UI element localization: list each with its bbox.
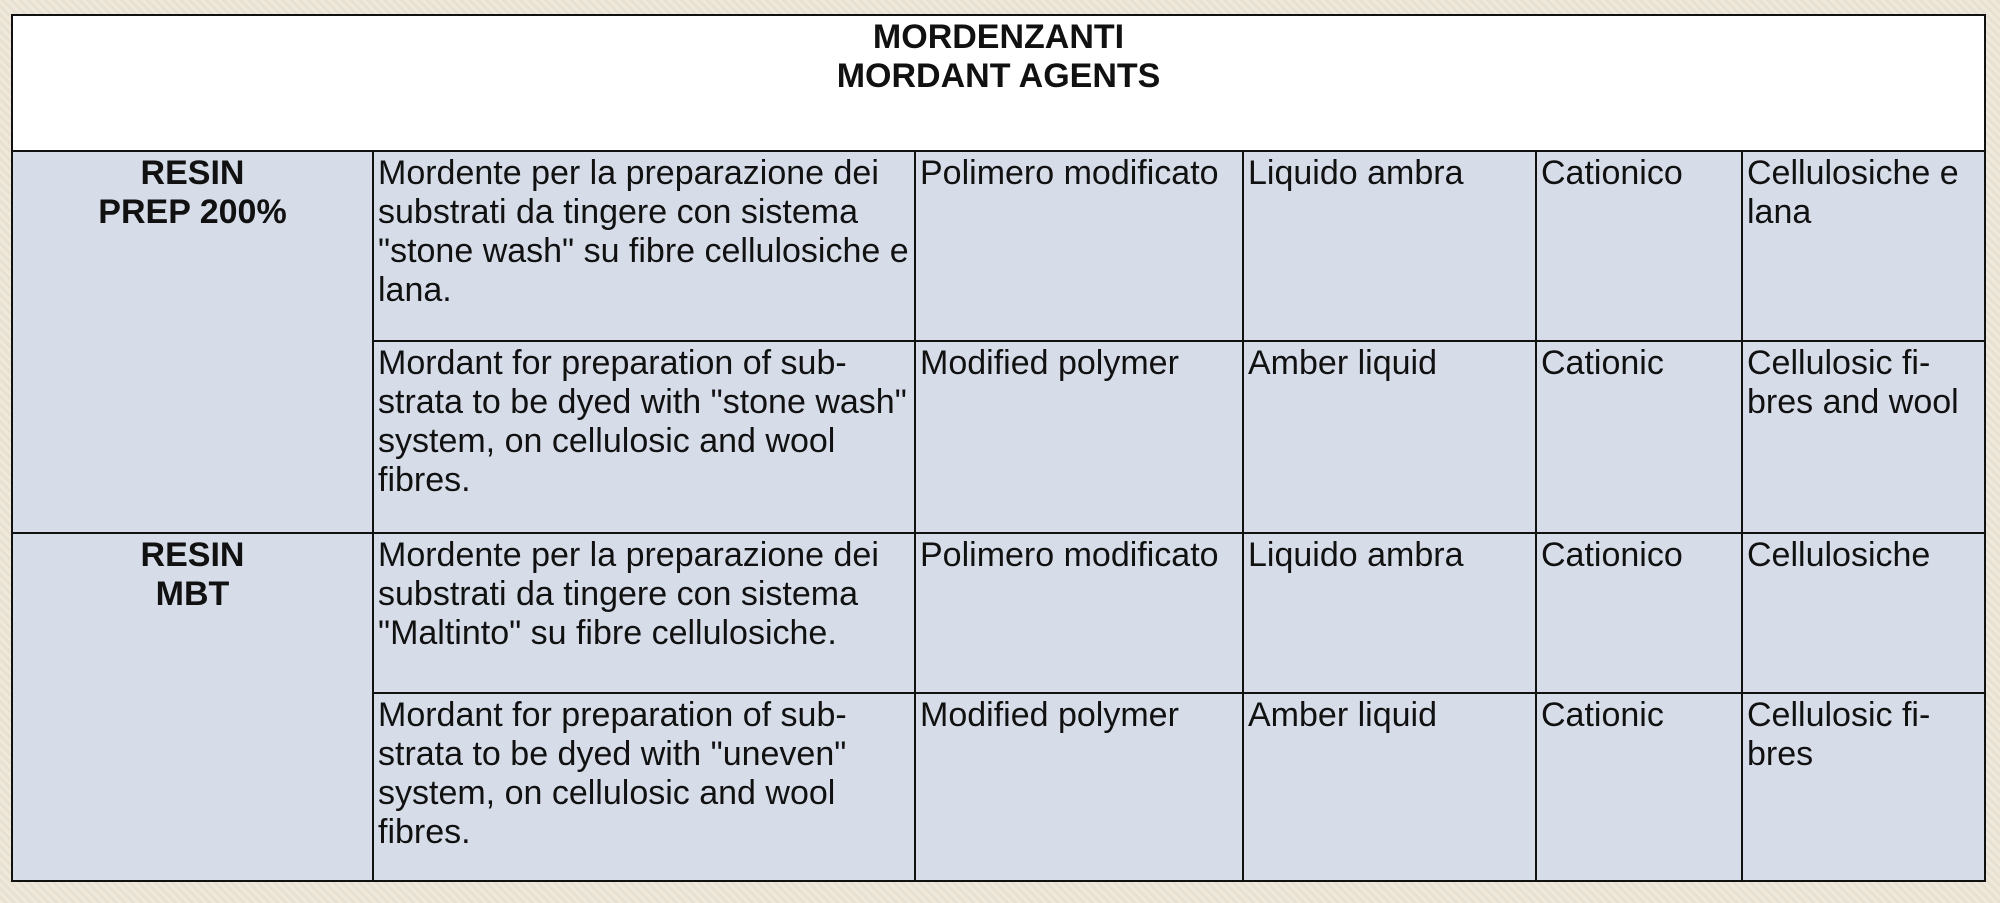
ionicity-cell: Cationic: [1536, 341, 1742, 533]
table-title: [12, 15, 1985, 151]
chemical-nature-cell: Polimero modificato: [915, 533, 1243, 693]
appearance-cell: Liquido ambra: [1243, 151, 1536, 341]
chemical-nature-cell: Modified polymer: [915, 693, 1243, 881]
table-row: [12, 151, 1985, 341]
ionicity-cell: Cationic: [1536, 693, 1742, 881]
product-name-cell: [12, 533, 373, 881]
product-name-cell: [12, 151, 373, 533]
product-name-line2: PREP 200%: [98, 193, 287, 231]
appearance-cell: Amber liquid: [1243, 341, 1536, 533]
chemical-nature-cell: Polimero modificato: [915, 151, 1243, 341]
product-name-line1: RESIN: [140, 154, 245, 192]
fibres-cell: Cellulosiche e lana: [1742, 151, 1985, 341]
title-english: MORDANT AGENTS: [836, 57, 1161, 95]
title-italian: MORDENZANTI: [872, 18, 1125, 56]
description-cell: Mordente per la preparazione dei substrati da tingere con sistema "Maltinto" su fibre cellulosiche.: [373, 533, 915, 693]
product-name-line2: MBT: [155, 575, 230, 613]
appearance-cell: Liquido ambra: [1243, 533, 1536, 693]
description-cell: Mordente per la preparazione dei substrati da tingere con sistema "stone wash" su fibre cellulosiche e lana.: [373, 151, 915, 341]
table-row: [12, 533, 1985, 693]
table-title-row: [12, 15, 1985, 151]
mordant-agents-table: [11, 14, 1986, 882]
chemical-nature-cell: Modified polymer: [915, 341, 1243, 533]
ionicity-cell: Cationico: [1536, 533, 1742, 693]
appearance-cell: Amber liquid: [1243, 693, 1536, 881]
fibres-cell: Cellulosiche: [1742, 533, 1985, 693]
fibres-cell: Cellulosic fi-bres: [1742, 693, 1985, 881]
description-cell: Mordant for preparation of sub-strata to be dyed with "uneven" system, on cellulosic and wool fibres.: [373, 693, 915, 881]
fibres-cell: Cellulosic fi-bres and wool: [1742, 341, 1985, 533]
ionicity-cell: Cationico: [1536, 151, 1742, 341]
description-cell: Mordant for preparation of sub-strata to be dyed with "stone wash" system, on cellulosic and wool fibres.: [373, 341, 915, 533]
product-name-line1: RESIN: [140, 536, 245, 574]
